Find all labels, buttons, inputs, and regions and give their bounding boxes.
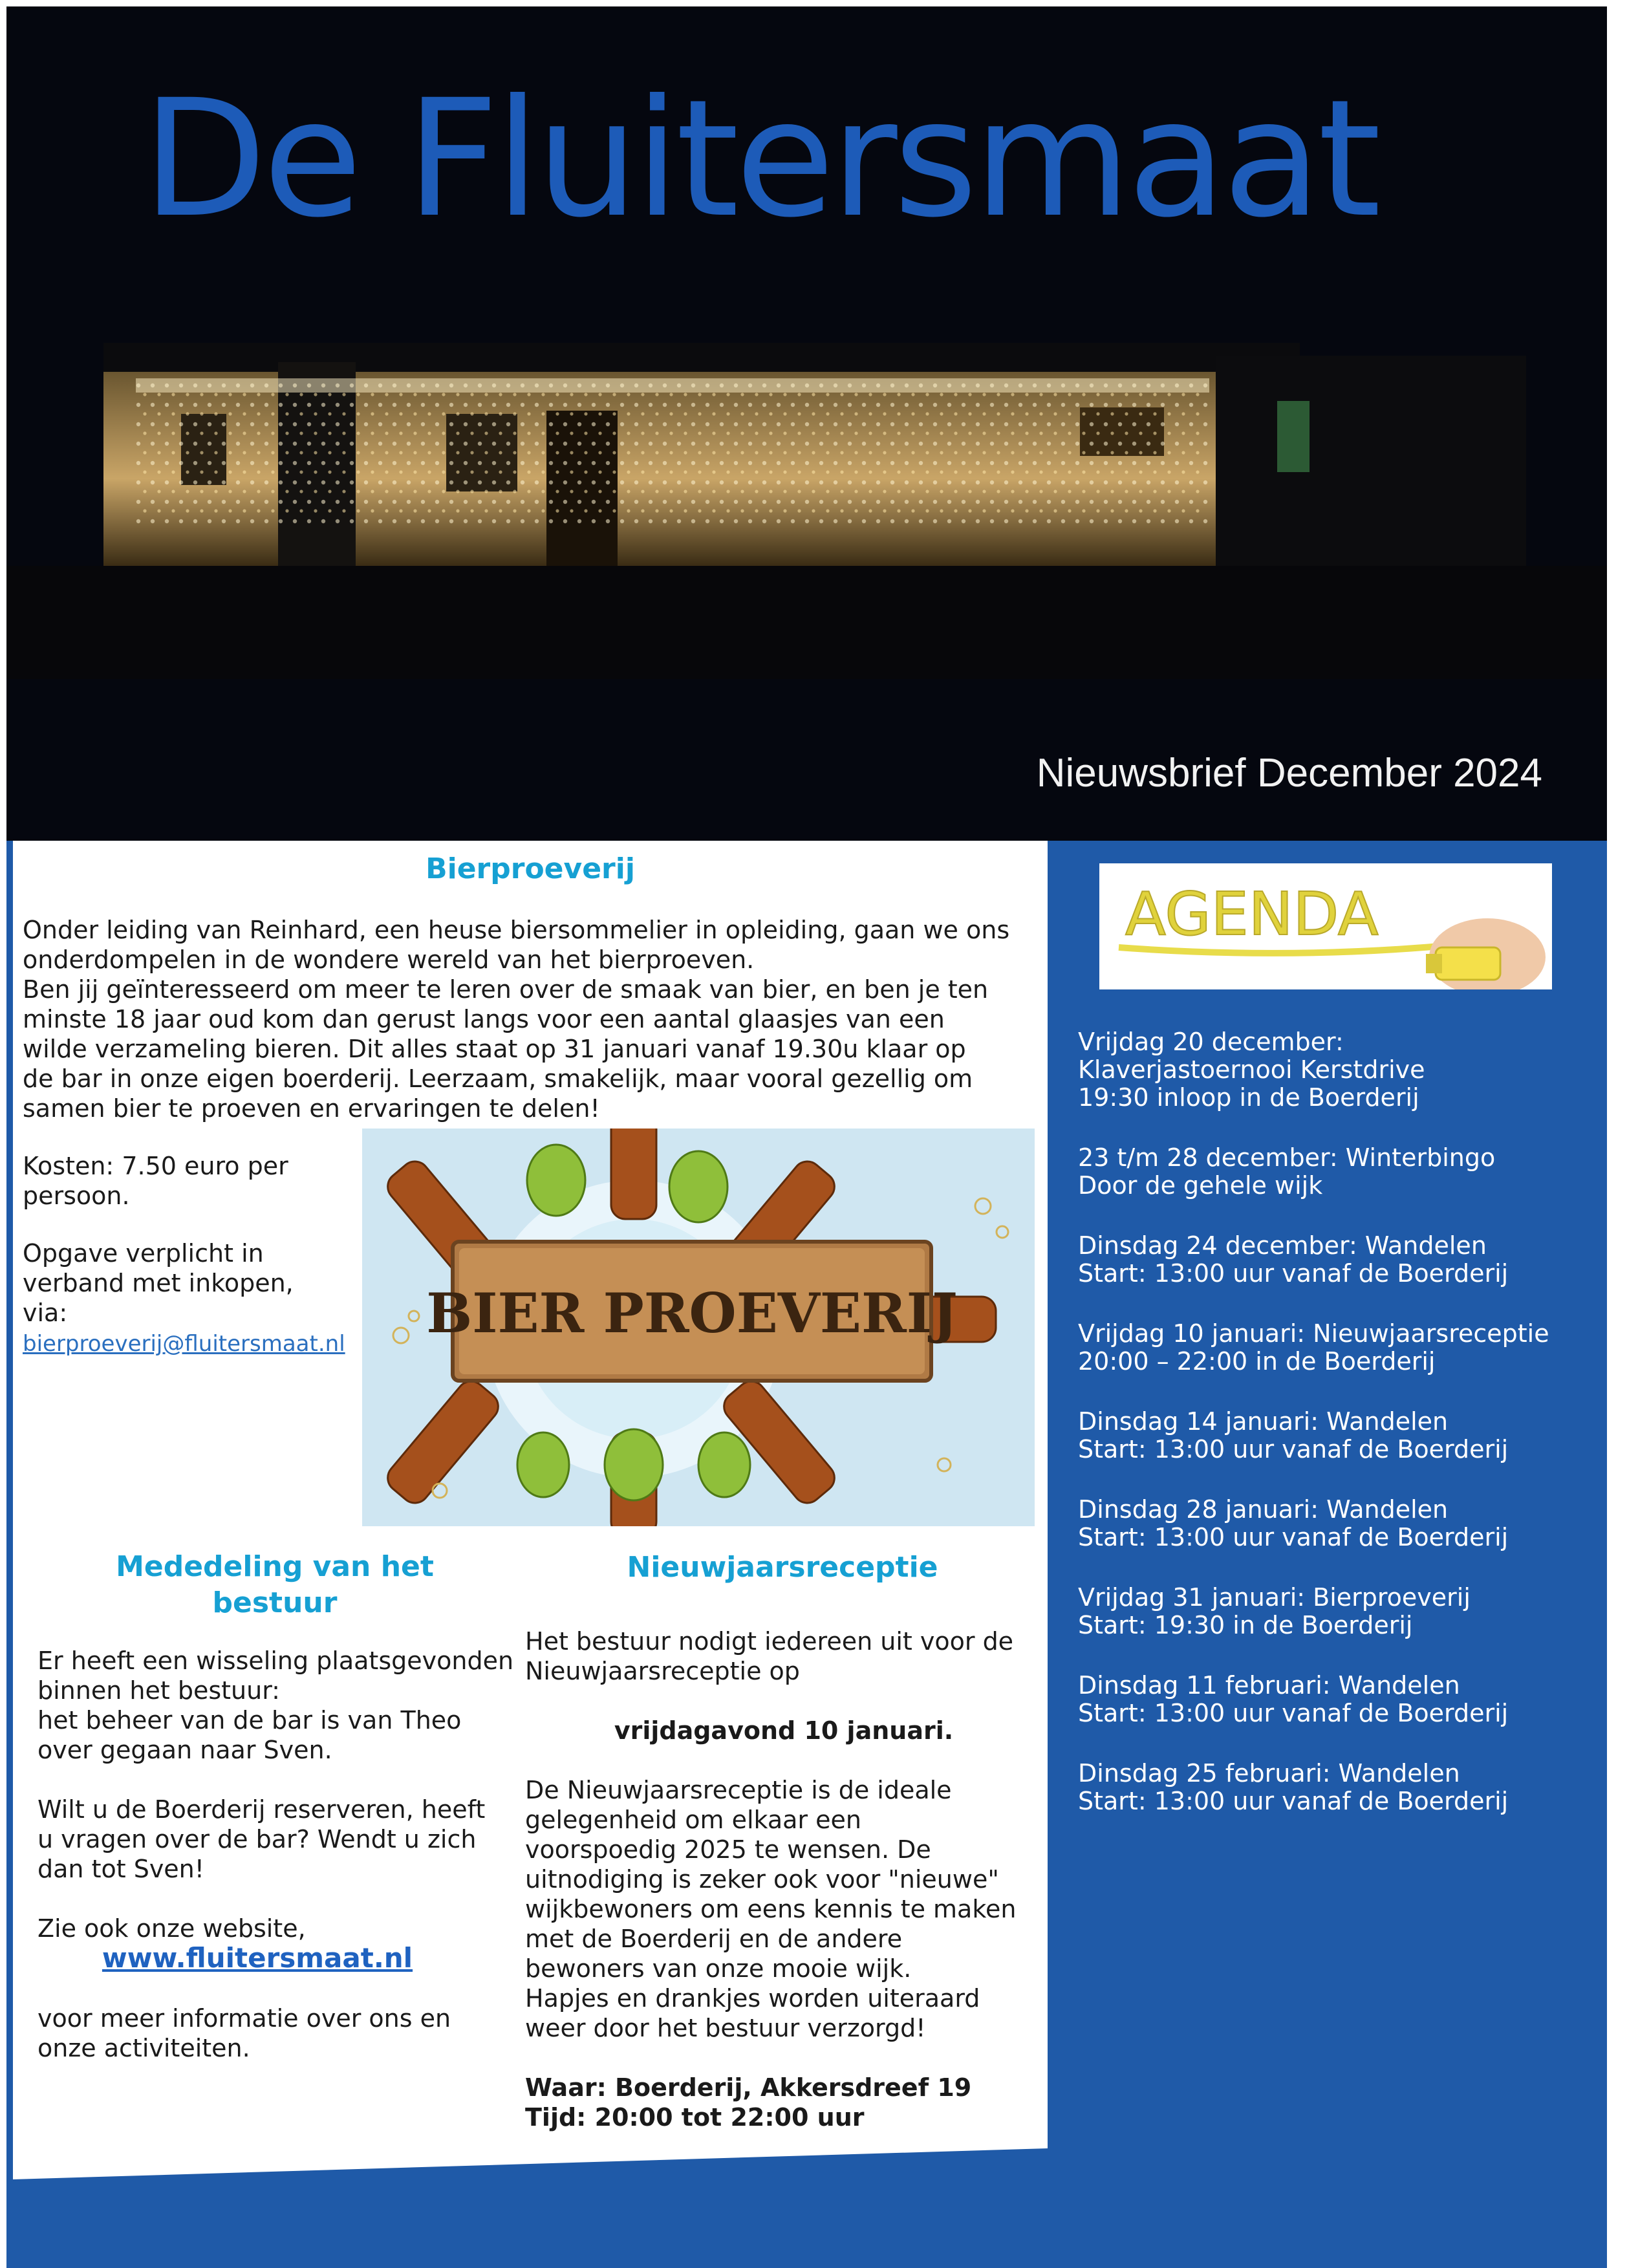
nieuwjaar-body: Het bestuur nodigt iedereen uit voor de Nieuwjaarsreceptie op vrijdagavond 10 januari. De Nieuwjaarsreceptie is de ideale gelegenheid om elkaar een voorspoedig 2025 te wensen. De uitnodiging is zeker ook voor "nieuwe" wijkbewoners om eens kennis te maken met de Boerderij en de andere bewoners van onze mooie wijk. Hapjes en drankjes worden uiteraard weer door het bestuur verzorgd! Waar: Boerderij, Akkersdreef 19 Tijd: 20:00 tot 22:00 uur <box>525 1626 1042 2132</box>
agenda-item: Vrijdag 10 januari: Nieuwjaarsreceptie 20:00 – 22:00 in de Boerderij <box>1078 1319 1549 1376</box>
agenda-title: AGENDA <box>1125 880 1379 949</box>
bier-sign-text: BIER PROEVERIJ <box>426 1281 958 1345</box>
agenda-marker-graphic <box>1099 863 1552 989</box>
agenda-item: Dinsdag 24 december: Wandelen Start: 13:00 uur vanaf de Boerderij <box>1078 1231 1509 1288</box>
nieuwjaar-heading: Nieuwjaarsreceptie <box>627 1551 938 1584</box>
bierproeverij-heading: Bierproeverij <box>426 852 635 885</box>
agenda-item: Vrijdag 31 januari: Bierproeverij Start: 19:30 in de Boerderij <box>1078 1583 1471 1639</box>
agenda-item: Dinsdag 11 februari: Wandelen Start: 13:00 uur vanaf de Boerderij <box>1078 1671 1509 1727</box>
nieuwjaar-date: vrijdagavond 10 januari. <box>614 1716 954 1745</box>
agenda-item: Dinsdag 25 februari: Wandelen Start: 13:00 uur vanaf de Boerderij <box>1078 1759 1509 1815</box>
bierproeverij-intro: Onder leiding van Reinhard, een heuse biersommelier in opleiding, gaan we ons onderdompelen in de wondere wereld van het bierproeven. Ben jij geïnteresseerd om meer te leren over de smaak van bier, en ben je ten minste 18 jaar oud kom dan gerust langs voor een aantal glaasjes van een wilde verzameling bieren. Dit alles staat op 31 januari vanaf 19.30u klaar op de bar in onze eigen boerderij. Leerzaam, smakelijk, maar vooral gezellig om samen bier te proeven en ervaringen te delen! <box>23 916 1010 1123</box>
mededeling-heading: Mededeling van het bestuur <box>116 1550 434 1619</box>
agenda-item: Dinsdag 14 januari: Wandelen Start: 13:00 uur vanaf de Boerderij <box>1078 1407 1509 1463</box>
newsletter-title: De Fluitersmaat <box>142 65 1377 253</box>
bierproeverij-kosten: Kosten: 7.50 euro per persoon. <box>23 1152 288 1210</box>
website-link[interactable]: www.fluitersmaat.nl <box>102 1942 413 1974</box>
agenda-list <box>1078 1028 1589 1848</box>
agenda-item: Dinsdag 28 januari: Wandelen Start: 13:00 uur vanaf de Boerderij <box>1078 1495 1509 1551</box>
nieuwjaar-waar: Waar: Boerderij, Akkersdreef 19 <box>525 2073 972 2102</box>
newsletter-subtitle: Nieuwsbrief December 2024 <box>1036 751 1542 795</box>
header-banner <box>6 6 1607 841</box>
agenda-item: 23 t/m 28 december: Winterbingo Door de gehele wijk <box>1078 1143 1496 1200</box>
house-night-photo <box>6 343 1607 679</box>
nieuwjaar-tijd: Tijd: 20:00 tot 22:00 uur <box>525 2103 865 2132</box>
bierproeverij-opgave: Opgave verplicht in verband met inkopen, via: bierproeverij@fluitersmaat.nl <box>23 1239 345 1357</box>
agenda-banner <box>1099 863 1552 989</box>
bierproeverij-email-link[interactable]: bierproeverij@fluitersmaat.nl <box>23 1331 345 1357</box>
agenda-item: Vrijdag 20 december: Klaverjastoernooi Kerstdrive 19:30 inloop in de Boerderij <box>1078 1028 1425 1112</box>
bier-proeverij-image <box>362 1129 1035 1526</box>
mededeling-body: Er heeft een wisseling plaatsgevonden binnen het bestuur: het beheer van de bar is van Theo over gegaan naar Sven. Wilt u de Boerderij reserveren, heeft u vragen over de bar? Wendt u zich dan tot Sven! Zie ook onze website, www.fluitersmaat.nl voor meer informatie over ons en onze activiteiten. <box>38 1647 514 2062</box>
